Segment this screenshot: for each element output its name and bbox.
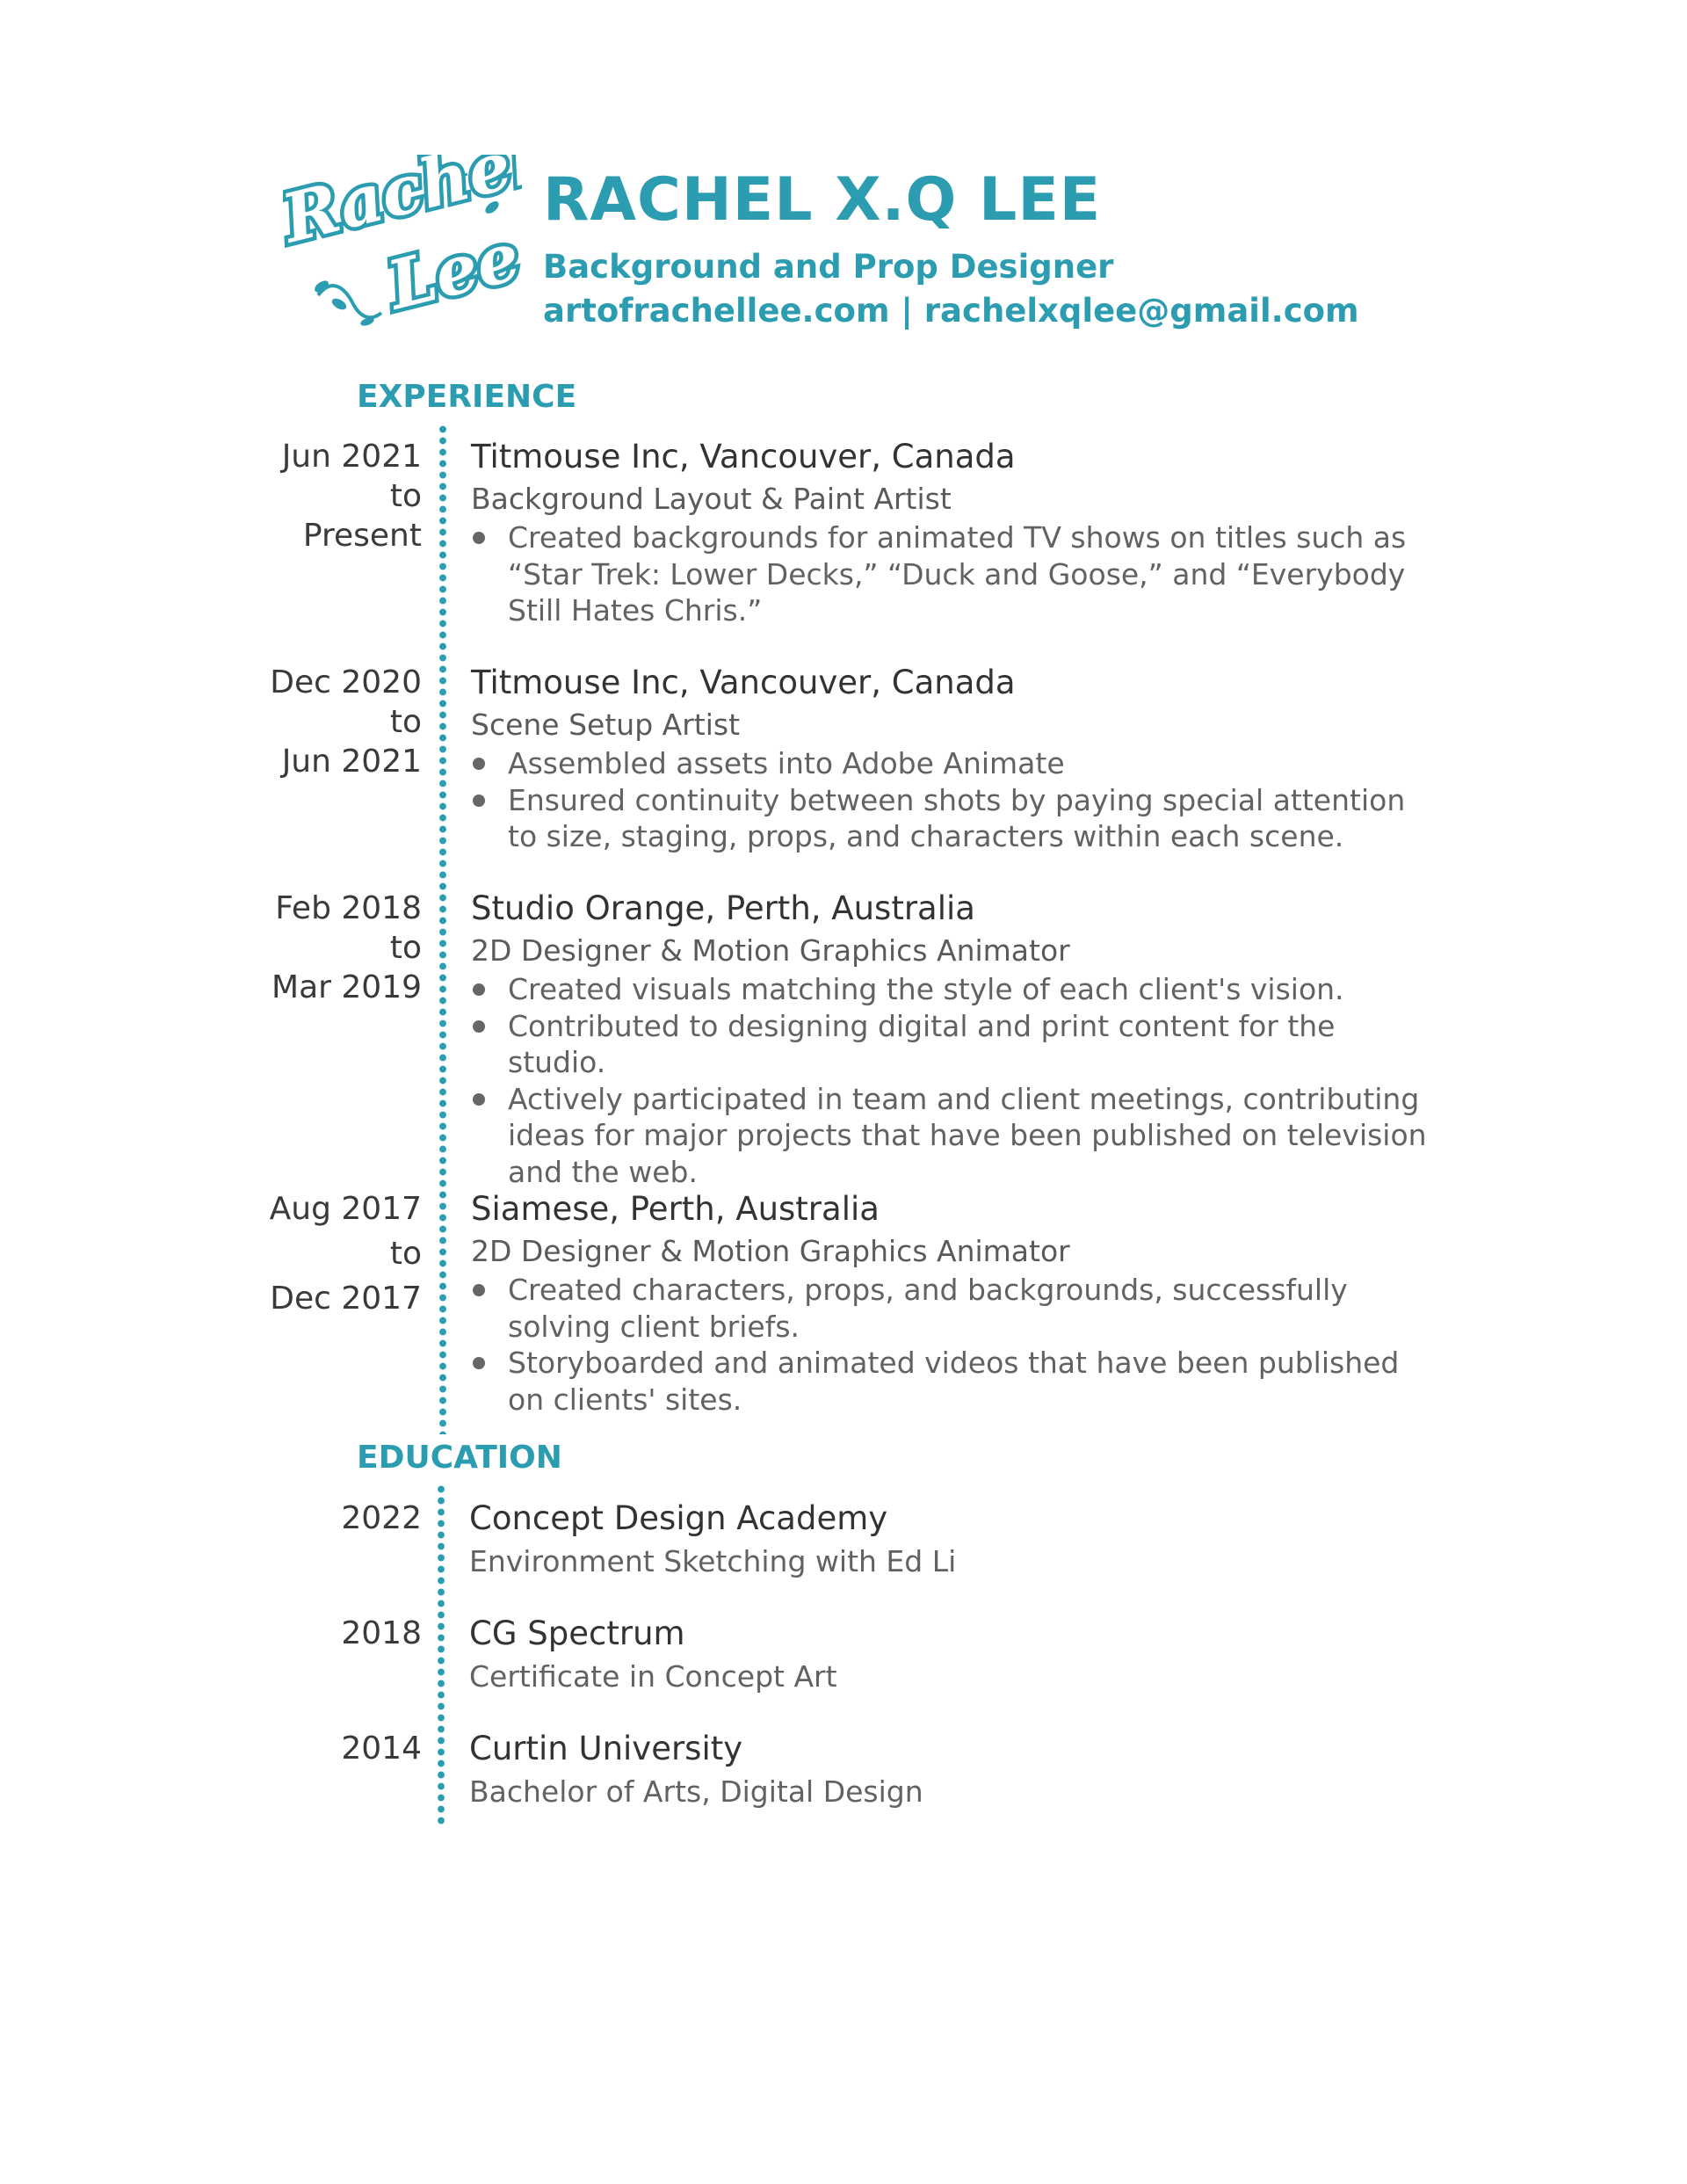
- bullet-item: Created characters, props, and backgrounds, successfully solving client briefs.: [471, 1272, 1437, 1345]
- bullet-item: Actively participated in team and client meetings, contributing ideas for major projects that have been published on television and the web.: [471, 1081, 1437, 1191]
- school-name: Curtin University: [469, 1730, 743, 1767]
- logo-text-lee: Lee: [380, 216, 522, 325]
- experience-entry-2: [471, 663, 1437, 855]
- school-name: Concept Design Academy: [469, 1499, 888, 1537]
- company-name: Studio Orange, Perth, Australia: [471, 889, 975, 927]
- education-detail: Environment Sketching with Ed Li: [469, 1544, 957, 1578]
- role-title: 2D Designer & Motion Graphics Animator: [471, 1234, 1070, 1268]
- education-year-3: 2014: [341, 1731, 422, 1767]
- experience-date-2: Dec 2020 to Jun 2021: [270, 664, 422, 780]
- experience-entry-1: [471, 437, 1437, 629]
- education-detail: Bachelor of Arts, Digital Design: [469, 1774, 923, 1809]
- role-title: Scene Setup Artist: [471, 707, 741, 742]
- experience-heading: EXPERIENCE: [357, 379, 577, 415]
- education-detail: Certificate in Concept Art: [469, 1659, 837, 1694]
- bullet-item: Ensured continuity between shots by paying special attention to size, staging, props, and characters within each scene.: [471, 782, 1437, 855]
- bullet-item: Created visuals matching the style of each client's vision.: [471, 971, 1437, 1008]
- company-name: Titmouse Inc, Vancouver, Canada: [471, 438, 1016, 475]
- experience-date-3: Feb 2018 to Mar 2019: [272, 890, 422, 1005]
- contact-info: artofrachellee.com | rachelxqlee@gmail.com: [543, 292, 1359, 330]
- education-entry-1: [469, 1498, 1436, 1582]
- education-year-1: 2022: [341, 1500, 422, 1536]
- experience-entry-4: [471, 1189, 1437, 1418]
- experience-entry-3: [471, 889, 1437, 1190]
- education-timeline: [438, 1484, 445, 1828]
- role-title: Background Layout & Paint Artist: [471, 482, 952, 516]
- bullet-item: Assembled assets into Adobe Animate: [471, 745, 1437, 782]
- education-heading: EDUCATION: [357, 1440, 562, 1476]
- company-name: Siamese, Perth, Australia: [471, 1190, 880, 1228]
- education-year-2: 2018: [341, 1615, 422, 1651]
- job-title: Background and Prop Designer: [543, 248, 1114, 286]
- rachel-lee-logo: [283, 155, 522, 330]
- experience-date-4: Aug 2017 to Dec 2017: [269, 1191, 422, 1317]
- school-name: CG Spectrum: [469, 1614, 685, 1652]
- company-name: Titmouse Inc, Vancouver, Canada: [471, 664, 1016, 701]
- role-title: 2D Designer & Motion Graphics Animator: [471, 933, 1070, 968]
- candidate-name: RACHEL X.Q LEE: [543, 165, 1102, 235]
- logo-text-rachel: Rachel: [283, 155, 522, 258]
- experience-date-1: Jun 2021 to Present: [281, 439, 422, 554]
- bullet-item: Created backgrounds for animated TV shows on titles such as “Star Trek: Lower Decks,” “Duck and Goose,” and “Everybody Still Hates Chris.”: [471, 519, 1437, 629]
- education-entry-3: [469, 1729, 1436, 1812]
- bullet-item: Storyboarded and animated videos that have been published on clients' sites.: [471, 1345, 1437, 1418]
- education-entry-2: [469, 1614, 1436, 1697]
- experience-timeline: [439, 424, 446, 1434]
- bullet-item: Contributed to designing digital and print content for the studio.: [471, 1008, 1437, 1081]
